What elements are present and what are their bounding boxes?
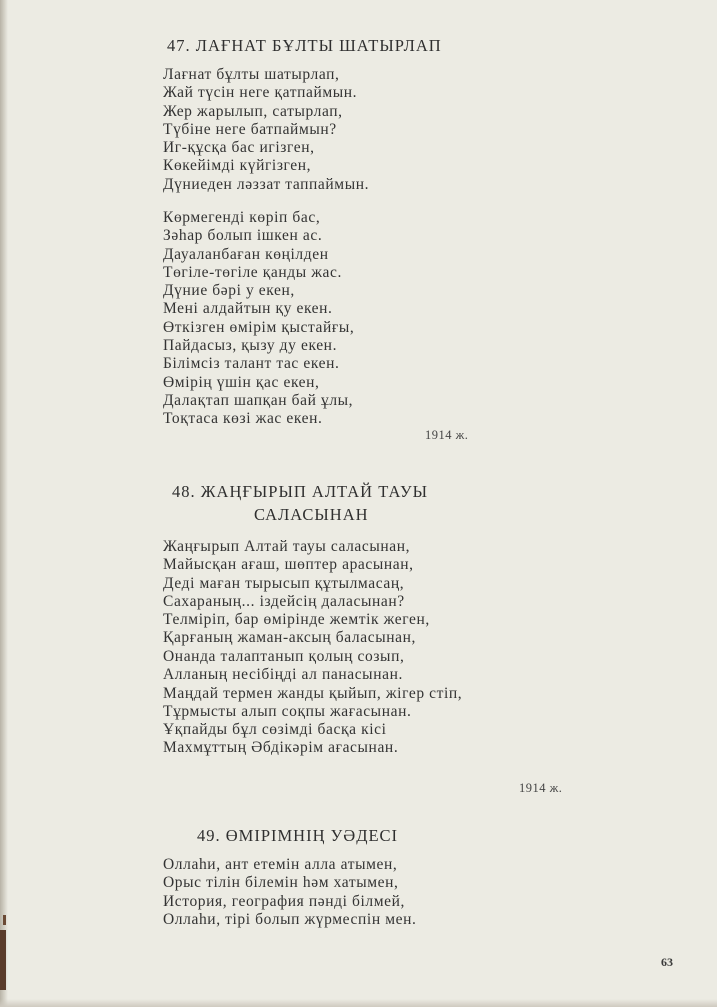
poem-line: Тоқтаса көзі жас екен. bbox=[163, 410, 323, 428]
poem-stanza bbox=[163, 856, 416, 929]
poem-title: 49. ӨМІРІМНІҢ УӘДЕСІ bbox=[197, 826, 399, 845]
poem-line: Онанда талаптанып қолың созып, bbox=[163, 648, 405, 665]
poem-line: Сахараның... іздейсің даласынан? bbox=[163, 592, 405, 610]
poem-stanza bbox=[163, 648, 462, 758]
poem-date: 1914 ж. bbox=[425, 428, 469, 442]
poem-line: Өмірің үшін қас екен, bbox=[163, 373, 320, 391]
poem-line: Дүниеден ләззат таппаймын. bbox=[163, 175, 370, 193]
poem-line: Далақтап шапқан бай ұлы, bbox=[163, 391, 354, 409]
poem-line: История, география пәнді білмей, bbox=[163, 892, 405, 910]
poem-line: Алланың несібіңді ал панасынан. bbox=[163, 666, 403, 684]
poem-line: Оллаһи, тірі болып жүрмеспін мен. bbox=[163, 910, 417, 928]
poem-title-continuation: САЛАСЫНАН bbox=[254, 505, 369, 524]
poem-line: Қарғаның жаман-аксың баласынан, bbox=[163, 629, 416, 647]
poem-line: Дауаланбаған көңілден bbox=[163, 245, 329, 263]
poem-stanza bbox=[163, 66, 369, 194]
binding-stain bbox=[0, 930, 6, 990]
poem-line: Дүние бәрі у екен, bbox=[163, 282, 295, 300]
poem-line: Орыс тілін білемін һәм хатымен, bbox=[163, 874, 399, 892]
poem-stanza bbox=[163, 209, 354, 429]
poem-title: 48. ЖАҢҒЫРЫП АЛТАЙ ТАУЫ bbox=[172, 482, 429, 501]
poem-line: Өткізген өмірім қыстайғы, bbox=[163, 318, 355, 336]
binding-stain bbox=[3, 915, 6, 925]
poem-line: Пайдасыз, қызу ду екен. bbox=[163, 337, 338, 355]
poem-line: Махмұттың Әбдікәрім ағасынан. bbox=[163, 739, 399, 757]
poem-line: Оллаһи, ант етемін алла атымен, bbox=[163, 856, 398, 873]
poem-line: Білімсіз талант тас екен. bbox=[163, 355, 340, 373]
poem-line: Түбіне неге батпаймын? bbox=[163, 120, 337, 138]
binding-shadow bbox=[0, 0, 8, 1007]
poem-line: Зәһар болып ішкен ас. bbox=[163, 227, 323, 245]
poem-line: Мені алдайтын қу екен. bbox=[163, 300, 333, 318]
poem-line: Жаңғырып Алтай тауы саласынан, bbox=[163, 538, 411, 555]
poem-line: Майысқан ағаш, шөптер арасынан, bbox=[163, 556, 414, 574]
poem-line: Жер жарылып, сатырлап, bbox=[163, 102, 343, 120]
poem-line: Көрмегенді көріп бас, bbox=[163, 209, 321, 226]
poem-line: Лағнат бұлты шатырлап, bbox=[163, 66, 340, 83]
poem-line: Төгіле-төгіле қанды жас. bbox=[163, 263, 342, 281]
poem-line: Деді маған тырысып құтылмасаң, bbox=[163, 574, 405, 592]
page-number: 63 bbox=[661, 955, 673, 969]
poem-line: Ұқпайды бұл сөзімді басқа кісі bbox=[163, 721, 387, 739]
poem-line: Жай түсін неге қатпаймын. bbox=[163, 84, 358, 102]
poem-stanza bbox=[163, 538, 414, 611]
poem-title: 47. ЛАҒНАТ БҰЛТЫ ШАТЫРЛАП bbox=[167, 36, 442, 55]
poem-date: 1914 ж. bbox=[519, 781, 563, 795]
poem-line: Иг-құсқа бас игізген, bbox=[163, 139, 315, 157]
poem-stanza bbox=[163, 611, 430, 648]
poem-line: Тұрмысты алып соқпы жағасынан. bbox=[163, 702, 412, 720]
page-edge bbox=[0, 999, 717, 1007]
poem-line: Телміріп, бар өмірінде жемтік жеген, bbox=[163, 611, 430, 628]
poem-line: Көкейімді күйгізген, bbox=[163, 157, 312, 175]
poem-line: Маңдай термен жанды қыйып, жігер стіп, bbox=[163, 684, 463, 702]
